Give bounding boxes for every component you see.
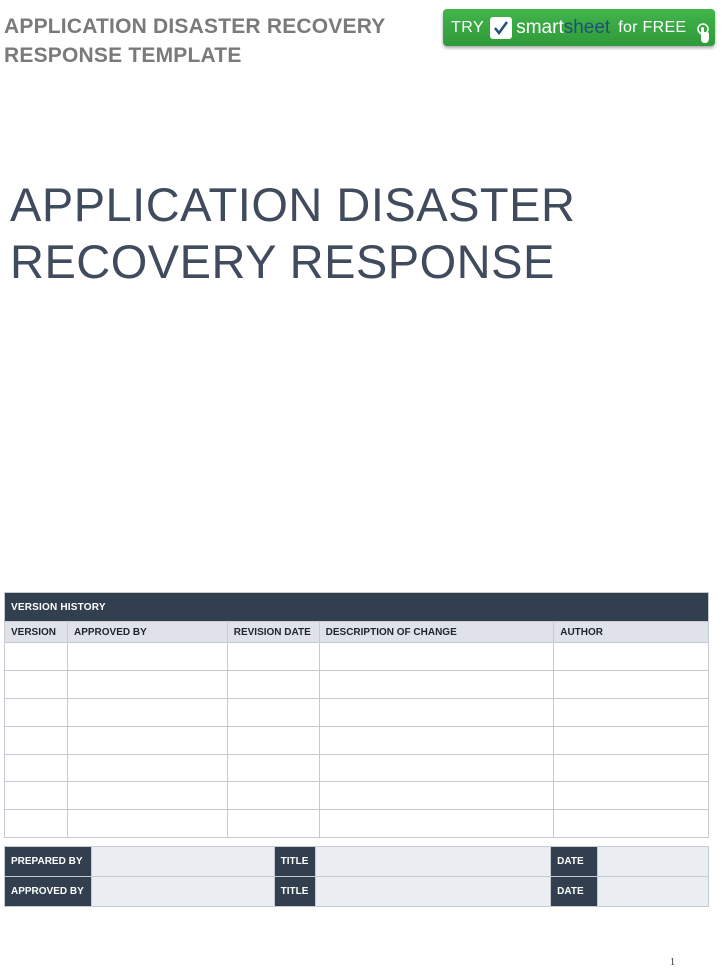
table-cell[interactable] [319,643,554,671]
table-cell[interactable] [227,754,319,782]
table-cell[interactable] [319,698,554,726]
table-cell[interactable] [5,810,68,838]
table-cell[interactable] [67,643,227,671]
column-header-description: DESCRIPTION OF CHANGE [319,622,554,643]
approved-by-field[interactable] [91,877,274,907]
table-cell[interactable] [5,754,68,782]
column-header-author: AUTHOR [554,622,709,643]
column-header-version: VERSION [5,622,68,643]
table-cell[interactable] [67,782,227,810]
prepared-by-date-field[interactable] [598,847,709,877]
prepared-by-date-label: DATE [551,847,598,877]
table-cell[interactable] [319,810,554,838]
table-cell[interactable] [319,754,554,782]
table-cell[interactable] [227,810,319,838]
prepared-by-field[interactable] [91,847,274,877]
prepared-by-row [5,847,709,877]
table-cell[interactable] [554,726,709,754]
table-cell[interactable] [319,726,554,754]
table-cell[interactable] [67,698,227,726]
prepared-by-title-label: TITLE [274,847,315,877]
table-row [5,726,709,754]
page-header [4,12,424,70]
document-title-line-1: APPLICATION DISASTER [10,178,576,231]
table-row [5,698,709,726]
cta-brand [516,17,610,39]
version-history-table [4,592,709,838]
table-cell[interactable] [227,782,319,810]
table-cell[interactable] [319,670,554,698]
table-cell[interactable] [554,782,709,810]
table-cell[interactable] [227,643,319,671]
table-cell[interactable] [319,782,554,810]
approved-by-row [5,877,709,907]
table-cell[interactable] [227,670,319,698]
table-cell[interactable] [554,810,709,838]
table-cell[interactable] [5,726,68,754]
checkmark-icon [490,17,512,39]
table-cell[interactable] [67,754,227,782]
approved-by-title-field[interactable] [315,877,551,907]
table-cell[interactable] [5,782,68,810]
hand-pointer-icon [695,23,711,50]
table-cell[interactable] [227,726,319,754]
document-title [10,176,610,290]
table-cell[interactable] [227,698,319,726]
table-cell[interactable] [67,670,227,698]
table-row [5,782,709,810]
document-title-line-2: RECOVERY RESPONSE [10,235,555,288]
page-number: 1 [670,957,675,968]
try-smartsheet-button[interactable] [443,9,715,46]
table-header-row [5,622,709,643]
table-row [5,643,709,671]
table-cell[interactable] [554,698,709,726]
table-cell[interactable] [554,643,709,671]
table-cell[interactable] [554,754,709,782]
prepared-by-title-field[interactable] [315,847,551,877]
approved-by-date-label: DATE [551,877,598,907]
brand-part-2: sheet [563,16,611,38]
table-row [5,754,709,782]
approved-by-label: APPROVED BY [5,877,92,907]
signoff-table [4,846,709,907]
table-cell[interactable] [5,698,68,726]
header-line-2: RESPONSE TEMPLATE [4,44,242,67]
table-cell[interactable] [5,643,68,671]
table-row [5,670,709,698]
table-row [5,810,709,838]
table-cell[interactable] [554,670,709,698]
table-cell[interactable] [67,726,227,754]
prepared-by-label: PREPARED BY [5,847,92,877]
cta-free-label: for FREE [618,18,687,36]
column-header-approved-by: APPROVED BY [67,622,227,643]
approved-by-date-field[interactable] [598,877,709,907]
table-cell[interactable] [5,670,68,698]
header-line-1: APPLICATION DISASTER RECOVERY [4,15,386,38]
brand-part-1: smart [516,16,564,38]
approved-by-title-label: TITLE [274,877,315,907]
version-history-title: VERSION HISTORY [5,593,709,622]
column-header-revision-date: REVISION DATE [227,622,319,643]
cta-try-label: TRY [451,18,485,36]
table-cell[interactable] [67,810,227,838]
